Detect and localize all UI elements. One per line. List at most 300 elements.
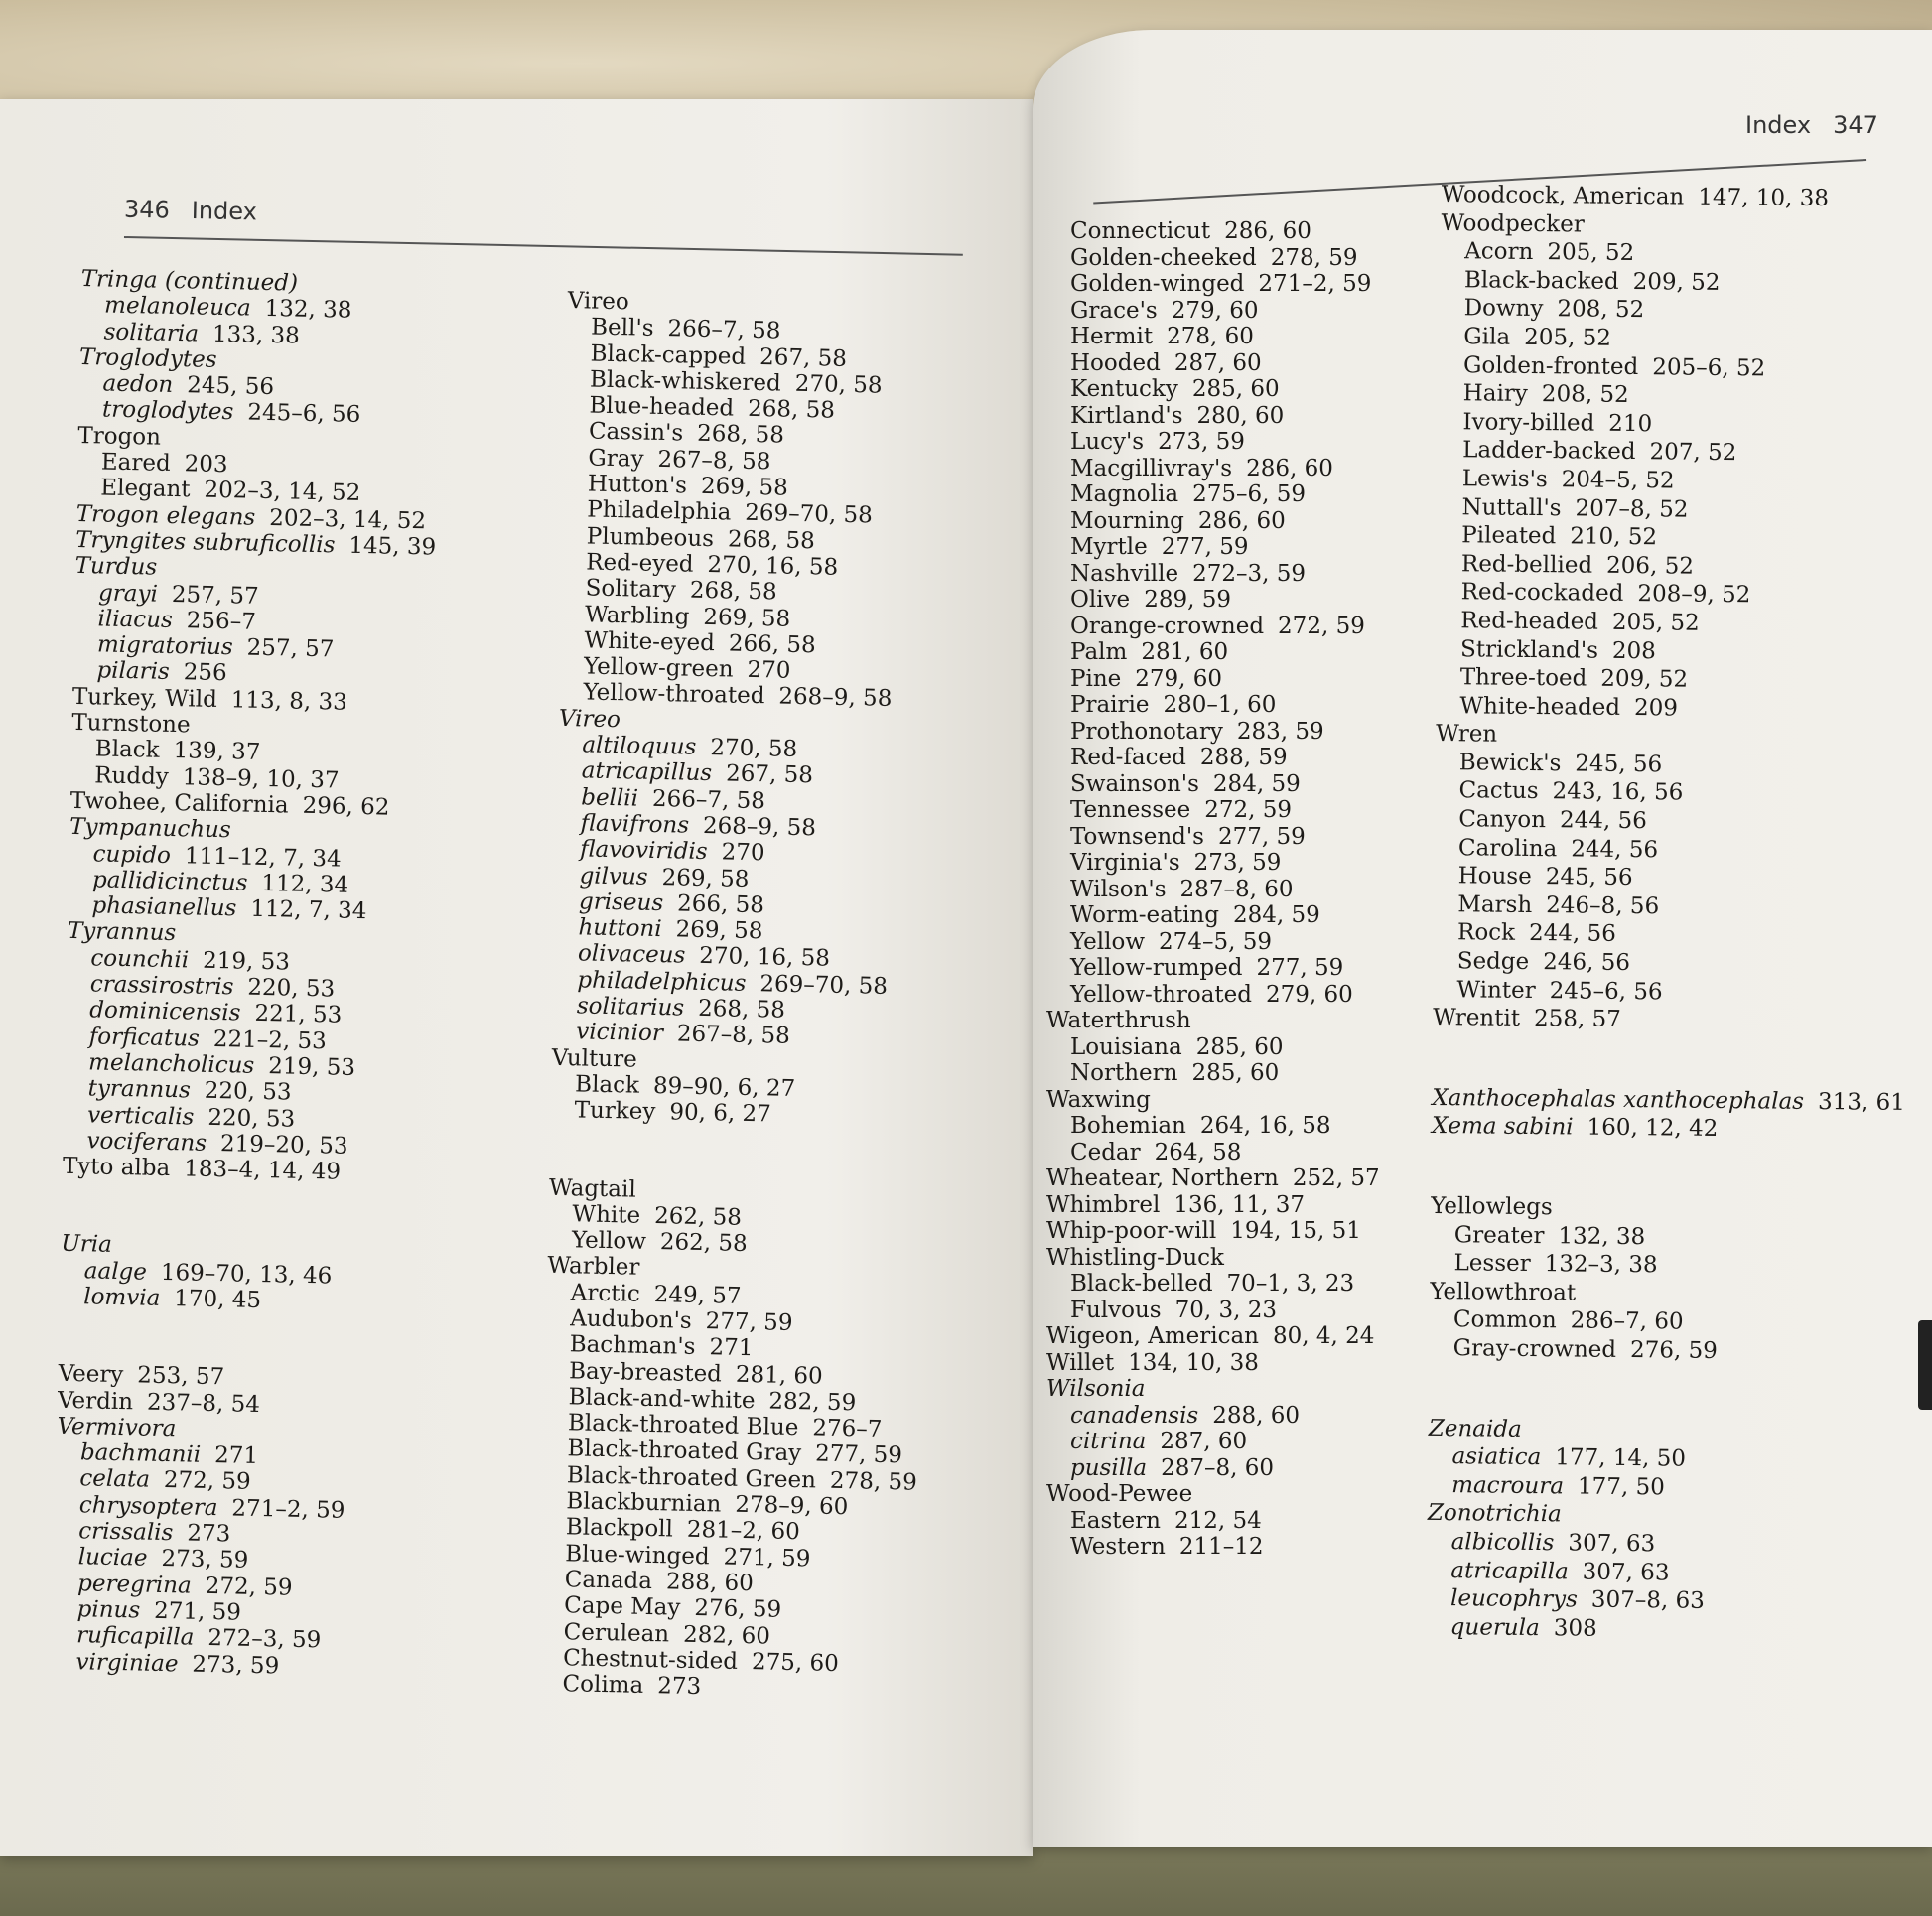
entry-page-refs: 266, 58 <box>728 630 816 659</box>
entry-term: Virginia's <box>1070 850 1180 876</box>
entry-page-refs: 160, 12, 42 <box>1587 1114 1719 1143</box>
entry-page-refs: 262, 58 <box>659 1229 748 1258</box>
entry-page-refs: 269, 58 <box>703 604 791 632</box>
entry-page-refs: 272–3, 59 <box>1192 560 1307 587</box>
index-subentry <box>1046 1508 1380 1535</box>
entry-page-refs: 112, 7, 34 <box>250 895 367 925</box>
entry-page-refs: 287–8, 60 <box>1161 1454 1275 1481</box>
entry-term: Black-capped <box>590 341 747 370</box>
entry-term: Trogon elegans <box>75 500 256 531</box>
entry-term: Winter <box>1456 976 1536 1004</box>
entry-term: tyrannus <box>87 1075 192 1104</box>
right-index-column-2 <box>1427 181 1915 1646</box>
entry-page-refs: 246, 56 <box>1543 949 1631 977</box>
entry-term: Yellow-throated <box>583 679 765 710</box>
entry-term: forficatus <box>88 1023 201 1052</box>
index-subentry <box>1437 607 1910 640</box>
index-subentry <box>1046 745 1380 771</box>
entry-term: atricapillus <box>581 757 713 787</box>
entry-page-refs: 207–8, 52 <box>1575 494 1689 523</box>
entry-term: Greater <box>1453 1221 1545 1249</box>
entry-page-refs: 268–9, 58 <box>778 683 893 713</box>
index-entry <box>1442 181 1915 214</box>
entry-page-refs: 267, 58 <box>759 343 848 372</box>
entry-term: Chestnut-sided <box>562 1645 739 1675</box>
index-subentry <box>1440 323 1913 356</box>
entry-page-refs: 296, 62 <box>302 792 390 821</box>
entry-term: Yellow-throated <box>1070 981 1253 1008</box>
entry-page-refs: 132–3, 38 <box>1544 1251 1658 1279</box>
entry-term: Vermivora <box>57 1413 177 1442</box>
entry-term: Waterthrush <box>1046 1008 1191 1033</box>
index-subentry <box>1046 902 1380 929</box>
entry-term: macroura <box>1451 1471 1565 1500</box>
entry-page-refs: 267–8, 58 <box>676 1021 791 1050</box>
index-entry <box>1046 1350 1380 1377</box>
entry-page-refs: 252, 57 <box>1292 1165 1380 1191</box>
entry-term: Warbling <box>584 601 690 630</box>
index-subentry <box>1046 1140 1380 1166</box>
entry-page-refs: 112, 34 <box>261 870 349 898</box>
entry-term: Northern <box>1070 1060 1178 1086</box>
entry-page-refs: 273 <box>656 1673 702 1701</box>
entry-term: Waxwing <box>1046 1086 1151 1113</box>
entry-page-refs: 269, 58 <box>700 473 789 501</box>
entry-page-refs: 288, 60 <box>665 1569 755 1597</box>
index-subentry <box>1046 1271 1380 1298</box>
entry-term: chrysoptera <box>78 1491 218 1521</box>
entry-term: Lesser <box>1453 1250 1531 1278</box>
entry-term: Verdin <box>57 1387 134 1415</box>
entry-page-refs: 208, 52 <box>1541 381 1629 409</box>
entry-page-refs: 286–7, 60 <box>1570 1307 1684 1335</box>
right-page <box>1033 30 1932 1847</box>
index-entry <box>1046 1323 1380 1350</box>
index-subentry <box>1046 403 1380 430</box>
entry-term: Black-throated Blue <box>567 1410 799 1441</box>
entry-page-refs: 209 <box>1633 694 1679 722</box>
entry-page-refs: 134, 10, 38 <box>1128 1349 1259 1376</box>
entry-page-refs: 133, 38 <box>211 321 301 349</box>
right-running-head <box>1745 111 1878 139</box>
entry-page-refs: 207, 52 <box>1649 439 1737 467</box>
index-subentry <box>1437 663 1910 697</box>
index-gap <box>1432 1032 1905 1089</box>
entry-page-refs: 267–8, 58 <box>657 446 771 476</box>
entry-term: Turkey, Wild <box>71 683 218 713</box>
entry-page-refs: 245, 56 <box>1545 864 1633 891</box>
entry-page-refs: 281–2, 60 <box>686 1517 801 1546</box>
entry-page-refs: 279, 60 <box>1266 981 1353 1008</box>
entry-term: asiatica <box>1451 1443 1542 1471</box>
index-subentry <box>1046 429 1380 456</box>
entry-term: Golden-cheeked <box>1070 244 1257 271</box>
entry-term: Mourning <box>1070 507 1184 534</box>
entry-term: Orange-crowned <box>1070 613 1265 639</box>
entry-page-refs: 287–8, 60 <box>1179 876 1294 902</box>
index-subentry <box>1441 237 1914 271</box>
entry-term: Xema sabini <box>1431 1113 1574 1141</box>
entry-term: Nuttall's <box>1461 493 1562 521</box>
entry-page-refs: 205–6, 52 <box>1652 353 1766 381</box>
entry-page-refs: 206, 52 <box>1605 552 1695 580</box>
index-entry <box>1431 1192 1904 1226</box>
entry-term: leucophrys <box>1449 1585 1579 1613</box>
entry-term: Wren <box>1436 721 1498 748</box>
entry-page-refs: 308 <box>1553 1614 1597 1642</box>
entry-term: Vireo <box>567 288 630 316</box>
index-entry <box>1046 1376 1380 1403</box>
index-subentry <box>1046 1060 1380 1087</box>
entry-term: Warbler <box>547 1253 640 1282</box>
entry-term: Willet <box>1046 1349 1115 1376</box>
entry-term: Hermit <box>1070 324 1154 349</box>
entry-page-refs: 272, 59 <box>205 1573 293 1601</box>
entry-term: Black-throated Green <box>566 1462 817 1494</box>
entry-term: grayi <box>97 579 159 608</box>
entry-term: Woodcock, American <box>1441 181 1685 210</box>
entry-page-refs: 289, 59 <box>1144 587 1231 613</box>
index-subentry <box>1046 456 1380 482</box>
index-subentry <box>1438 521 1911 555</box>
entry-term: Eastern <box>1070 1507 1161 1534</box>
entry-page-refs: 208 <box>1611 637 1656 664</box>
entry-term: Cape May <box>563 1592 681 1621</box>
entry-term: Yellowthroat <box>1430 1278 1577 1306</box>
entry-page-refs: 284, 59 <box>1232 902 1320 928</box>
entry-term: troglodytes <box>101 396 234 426</box>
entry-term: Wrentit <box>1433 1005 1521 1032</box>
entry-page-refs: 177, 50 <box>1577 1473 1665 1501</box>
entry-page-refs: 272–3, 59 <box>207 1625 322 1654</box>
entry-page-refs: 285, 60 <box>1191 376 1280 402</box>
entry-term: Eared <box>100 449 171 477</box>
entry-term: Yellow <box>1070 928 1146 955</box>
entry-term: migratorius <box>96 631 233 661</box>
entry-page-refs: 268, 58 <box>689 577 777 606</box>
entry-term: querula <box>1449 1613 1540 1641</box>
entry-term: virginiae <box>75 1648 179 1677</box>
entry-page-refs: 204–5, 52 <box>1561 467 1675 494</box>
entry-term: pilaris <box>96 657 171 686</box>
index-subentry <box>1046 587 1380 614</box>
index-subentry <box>1430 1334 1903 1368</box>
entry-term: Townsend's <box>1070 823 1204 850</box>
entry-term: Wagtail <box>548 1174 637 1203</box>
entry-page-refs: 286, 60 <box>1197 507 1286 534</box>
entry-page-refs: 221, 53 <box>254 1001 343 1028</box>
entry-term: Nashville <box>1070 560 1179 587</box>
index-subentry <box>1046 850 1380 877</box>
entry-page-refs: 273, 59 <box>192 1651 280 1680</box>
entry-term: Red-eyed <box>585 549 694 578</box>
entry-term: Gray-crowned <box>1452 1335 1617 1363</box>
entry-page-refs: 268, 58 <box>747 396 836 424</box>
entry-page-refs: 313, 61 <box>1817 1088 1905 1116</box>
entry-term: lomvia <box>82 1284 161 1311</box>
entry-term: phasianellus <box>91 892 237 922</box>
entry-page-refs: 268, 58 <box>727 526 816 554</box>
entry-page-refs: 278, 60 <box>1167 324 1254 349</box>
entry-term: Whimbrel <box>1046 1191 1161 1218</box>
left-header-rule <box>124 236 963 256</box>
index-subentry <box>1046 771 1380 798</box>
index-subentry <box>1046 639 1380 666</box>
index-subentry <box>1046 376 1380 403</box>
entry-term: peregrina <box>76 1570 193 1599</box>
index-subentry <box>1430 1249 1903 1283</box>
entry-page-refs: 280–1, 60 <box>1163 692 1277 718</box>
index-entry <box>1046 1192 1380 1219</box>
entry-term: Three-toed <box>1459 664 1587 692</box>
entry-term: Wigeon, American <box>1046 1323 1259 1349</box>
entry-term: solitarius <box>576 993 685 1022</box>
entry-term: crissalis <box>78 1518 174 1547</box>
entry-page-refs: 278–9, 60 <box>735 1491 849 1521</box>
entry-term: Tyto alba <box>62 1153 171 1182</box>
entry-term: Tyrannus <box>67 918 177 947</box>
entry-page-refs: 269, 58 <box>675 916 763 945</box>
right-index-column-1 <box>1046 218 1380 1561</box>
entry-term: citrina <box>1070 1429 1147 1454</box>
entry-term: celata <box>79 1465 151 1494</box>
index-gap <box>549 1123 924 1182</box>
index-subentry <box>1046 1298 1380 1324</box>
entry-term: Prairie <box>1070 692 1150 718</box>
entry-page-refs: 219, 53 <box>267 1053 356 1081</box>
entry-term: Golden-winged <box>1070 271 1245 297</box>
entry-term: Prothonotary <box>1070 718 1223 745</box>
entry-term: Hutton's <box>587 471 688 499</box>
entry-page-refs: 244, 56 <box>1528 920 1616 948</box>
entry-term: House <box>1457 863 1532 890</box>
entry-page-refs: 270, 16, 58 <box>699 943 831 973</box>
entry-page-refs: 276–7 <box>812 1415 883 1443</box>
left-page-number: 346 <box>123 195 171 224</box>
entry-page-refs: 283, 59 <box>1236 718 1324 745</box>
entry-term: melanoleuca <box>103 292 251 322</box>
index-subentry <box>1046 929 1380 956</box>
entry-page-refs: 281, 60 <box>735 1361 823 1390</box>
entry-term: Zonotrichia <box>1427 1500 1562 1528</box>
entry-term: luciae <box>77 1544 148 1573</box>
index-subentry <box>1046 324 1380 350</box>
entry-page-refs: 273, 59 <box>1158 429 1245 455</box>
entry-page-refs: 266–7, 58 <box>667 316 781 344</box>
entry-page-refs: 209, 52 <box>1632 268 1721 296</box>
index-gap <box>1429 1362 1902 1419</box>
entry-term: pusilla <box>1070 1454 1148 1481</box>
entry-term: Strickland's <box>1459 635 1599 664</box>
entry-page-refs: 203 <box>184 451 228 479</box>
index-subentry <box>1046 614 1380 640</box>
index-subentry <box>1046 298 1380 325</box>
entry-term: verticalis <box>86 1101 195 1131</box>
index-subentry <box>1046 534 1380 561</box>
entry-page-refs: 276, 59 <box>694 1595 782 1624</box>
entry-term: Tennessee <box>1070 797 1191 823</box>
entry-term: Black <box>94 736 160 764</box>
index-subentry <box>1046 692 1380 719</box>
entry-term: Ruddy <box>93 762 170 790</box>
entry-term: Connecticut <box>1070 218 1211 244</box>
entry-term: Black <box>574 1071 640 1099</box>
index-gap <box>1431 1141 1904 1197</box>
entry-term: aedon <box>102 370 174 399</box>
entry-term: Hooded <box>1070 349 1161 376</box>
index-subentry <box>1046 271 1380 298</box>
entry-term: Carolina <box>1457 834 1558 862</box>
entry-term: Twohee, California <box>69 787 289 819</box>
index-entry <box>1046 1087 1380 1114</box>
entry-term: Wilson's <box>1070 876 1167 902</box>
entry-page-refs: 307, 63 <box>1582 1559 1670 1586</box>
entry-page-refs: 277, 59 <box>814 1440 903 1469</box>
entry-term: Palm <box>1070 639 1128 665</box>
entry-page-refs: 183–4, 14, 49 <box>183 1156 342 1185</box>
entry-term: Golden-fronted <box>1462 351 1639 380</box>
entry-term: Myrtle <box>1070 534 1148 560</box>
entry-page-refs: 272, 59 <box>1204 797 1293 823</box>
index-subentry <box>1434 947 1907 981</box>
entry-term: Wilsonia <box>1046 1376 1146 1402</box>
entry-page-refs: 202–3, 14, 52 <box>268 504 427 534</box>
entry-term: Turnstone <box>71 709 191 739</box>
entry-term: aalge <box>83 1257 148 1286</box>
entry-term: Kirtland's <box>1070 402 1183 429</box>
entry-page-refs: 273, 59 <box>1193 850 1282 876</box>
index-subentry <box>1046 481 1380 508</box>
entry-term: Tringa (continued) <box>80 266 299 297</box>
index-subentry <box>1440 379 1913 413</box>
entry-page-refs: 244, 56 <box>1559 807 1647 835</box>
index-entry <box>1046 1218 1380 1245</box>
entry-page-refs: 272, 59 <box>1278 613 1365 639</box>
entry-term: Pileated <box>1461 522 1557 550</box>
entry-page-refs: 287, 60 <box>1173 349 1262 376</box>
entry-page-refs: 210 <box>1608 410 1653 437</box>
entry-term: Yellowlegs <box>1431 1192 1553 1221</box>
entry-term: gilvus <box>579 862 648 890</box>
right-page-number: 347 <box>1833 111 1878 139</box>
entry-page-refs: 269–70, 58 <box>745 500 874 529</box>
index-subentry <box>1046 1455 1380 1482</box>
entry-page-refs: 202–3, 14, 52 <box>204 478 361 507</box>
entry-page-refs: 287, 60 <box>1160 1429 1248 1454</box>
entry-page-refs: 286, 60 <box>1224 218 1311 244</box>
entry-page-refs: 208–9, 52 <box>1637 581 1751 609</box>
entry-page-refs: 307, 63 <box>1568 1530 1656 1558</box>
entry-term: Woodpecker <box>1441 209 1585 238</box>
entry-term: Vireo <box>558 705 621 733</box>
left-header-label: Index <box>191 197 258 226</box>
entry-term: Magnolia <box>1070 481 1179 507</box>
entry-term: bachmanii <box>79 1439 202 1468</box>
entry-page-refs: 253, 57 <box>137 1362 225 1391</box>
index-subentry <box>1046 245 1380 272</box>
entry-page-refs: 282, 59 <box>768 1388 857 1417</box>
entry-term: Canyon <box>1458 806 1547 834</box>
entry-term: Common <box>1452 1306 1557 1334</box>
entry-term: Bohemian <box>1070 1113 1186 1139</box>
entry-page-refs: 285, 60 <box>1195 1033 1284 1060</box>
entry-page-refs: 220, 53 <box>247 974 336 1003</box>
index-subentry <box>1046 350 1380 377</box>
entry-term: Marsh <box>1457 891 1533 918</box>
entry-page-refs: 221–2, 53 <box>212 1026 328 1054</box>
entry-page-refs: 245, 56 <box>186 372 275 401</box>
entry-page-refs: 245–6, 56 <box>247 400 361 429</box>
index-entry <box>1432 1112 1905 1146</box>
entry-term: Worm-eating <box>1070 902 1219 928</box>
entry-term: Turdus <box>74 553 158 581</box>
entry-term: Wood-Pewee <box>1046 1481 1193 1507</box>
entry-term: altiloquus <box>582 732 697 760</box>
entry-page-refs: 288, 59 <box>1199 745 1288 770</box>
entry-term: atricapilla <box>1450 1557 1569 1584</box>
entry-page-refs: 282, 60 <box>682 1621 771 1650</box>
entry-term: Black-and-white <box>568 1384 756 1415</box>
entry-page-refs: 139, 37 <box>173 738 261 766</box>
entry-term: Black-throated Gray <box>567 1436 802 1467</box>
entry-page-refs: 279, 60 <box>1135 665 1223 692</box>
entry-term: Arctic <box>570 1279 641 1307</box>
entry-page-refs: 268, 58 <box>697 995 786 1024</box>
index-subentry <box>1046 666 1380 693</box>
entry-page-refs: 273, 59 <box>161 1546 249 1574</box>
entry-term: Kentucky <box>1070 376 1178 402</box>
entry-term: Cassin's <box>588 418 684 447</box>
entry-term: Black-whiskered <box>589 366 782 397</box>
entry-term: flavifrons <box>580 810 690 839</box>
entry-term: cupido <box>92 840 172 869</box>
entry-term: Pine <box>1070 665 1122 692</box>
entry-page-refs: 269, 58 <box>661 864 750 892</box>
entry-term: Grace's <box>1070 297 1158 324</box>
index-subentry <box>1427 1613 1900 1647</box>
entry-page-refs: 270, 58 <box>710 735 798 762</box>
entry-page-refs: 264, 16, 58 <box>1199 1113 1331 1139</box>
index-entry <box>1046 1165 1380 1192</box>
entry-term: Downy <box>1463 295 1544 323</box>
entry-page-refs: 258, 57 <box>1533 1006 1621 1033</box>
index-subentry <box>1439 465 1912 498</box>
index-subentry <box>1428 1442 1901 1476</box>
entry-term: Lewis's <box>1461 466 1548 493</box>
entry-term: canadensis <box>1070 1402 1199 1429</box>
entry-page-refs: 212, 54 <box>1173 1507 1262 1534</box>
entry-term: Gila <box>1463 324 1511 350</box>
entry-page-refs: 275, 60 <box>751 1649 840 1677</box>
entry-term: Canada <box>564 1567 653 1595</box>
entry-page-refs: 271, 59 <box>723 1544 811 1573</box>
entry-term: Trogon <box>77 422 162 451</box>
entry-page-refs: 280, 60 <box>1196 402 1285 429</box>
entry-term: White-eyed <box>584 627 716 657</box>
right-header-label: Index <box>1745 111 1812 139</box>
entry-term: griseus <box>578 889 664 916</box>
entry-page-refs: 89–90, 6, 27 <box>652 1072 796 1102</box>
entry-term: iliacus <box>97 606 174 633</box>
entry-term: Tympanuchus <box>69 814 231 844</box>
entry-page-refs: 220, 53 <box>207 1104 296 1133</box>
entry-term: Yellow <box>571 1227 647 1255</box>
entry-page-refs: 307–8, 63 <box>1590 1586 1705 1614</box>
index-subentry <box>1046 719 1380 746</box>
entry-page-refs: 277, 59 <box>1217 823 1306 850</box>
entry-term: Fulvous <box>1070 1297 1162 1323</box>
entry-term: Bell's <box>590 314 654 342</box>
